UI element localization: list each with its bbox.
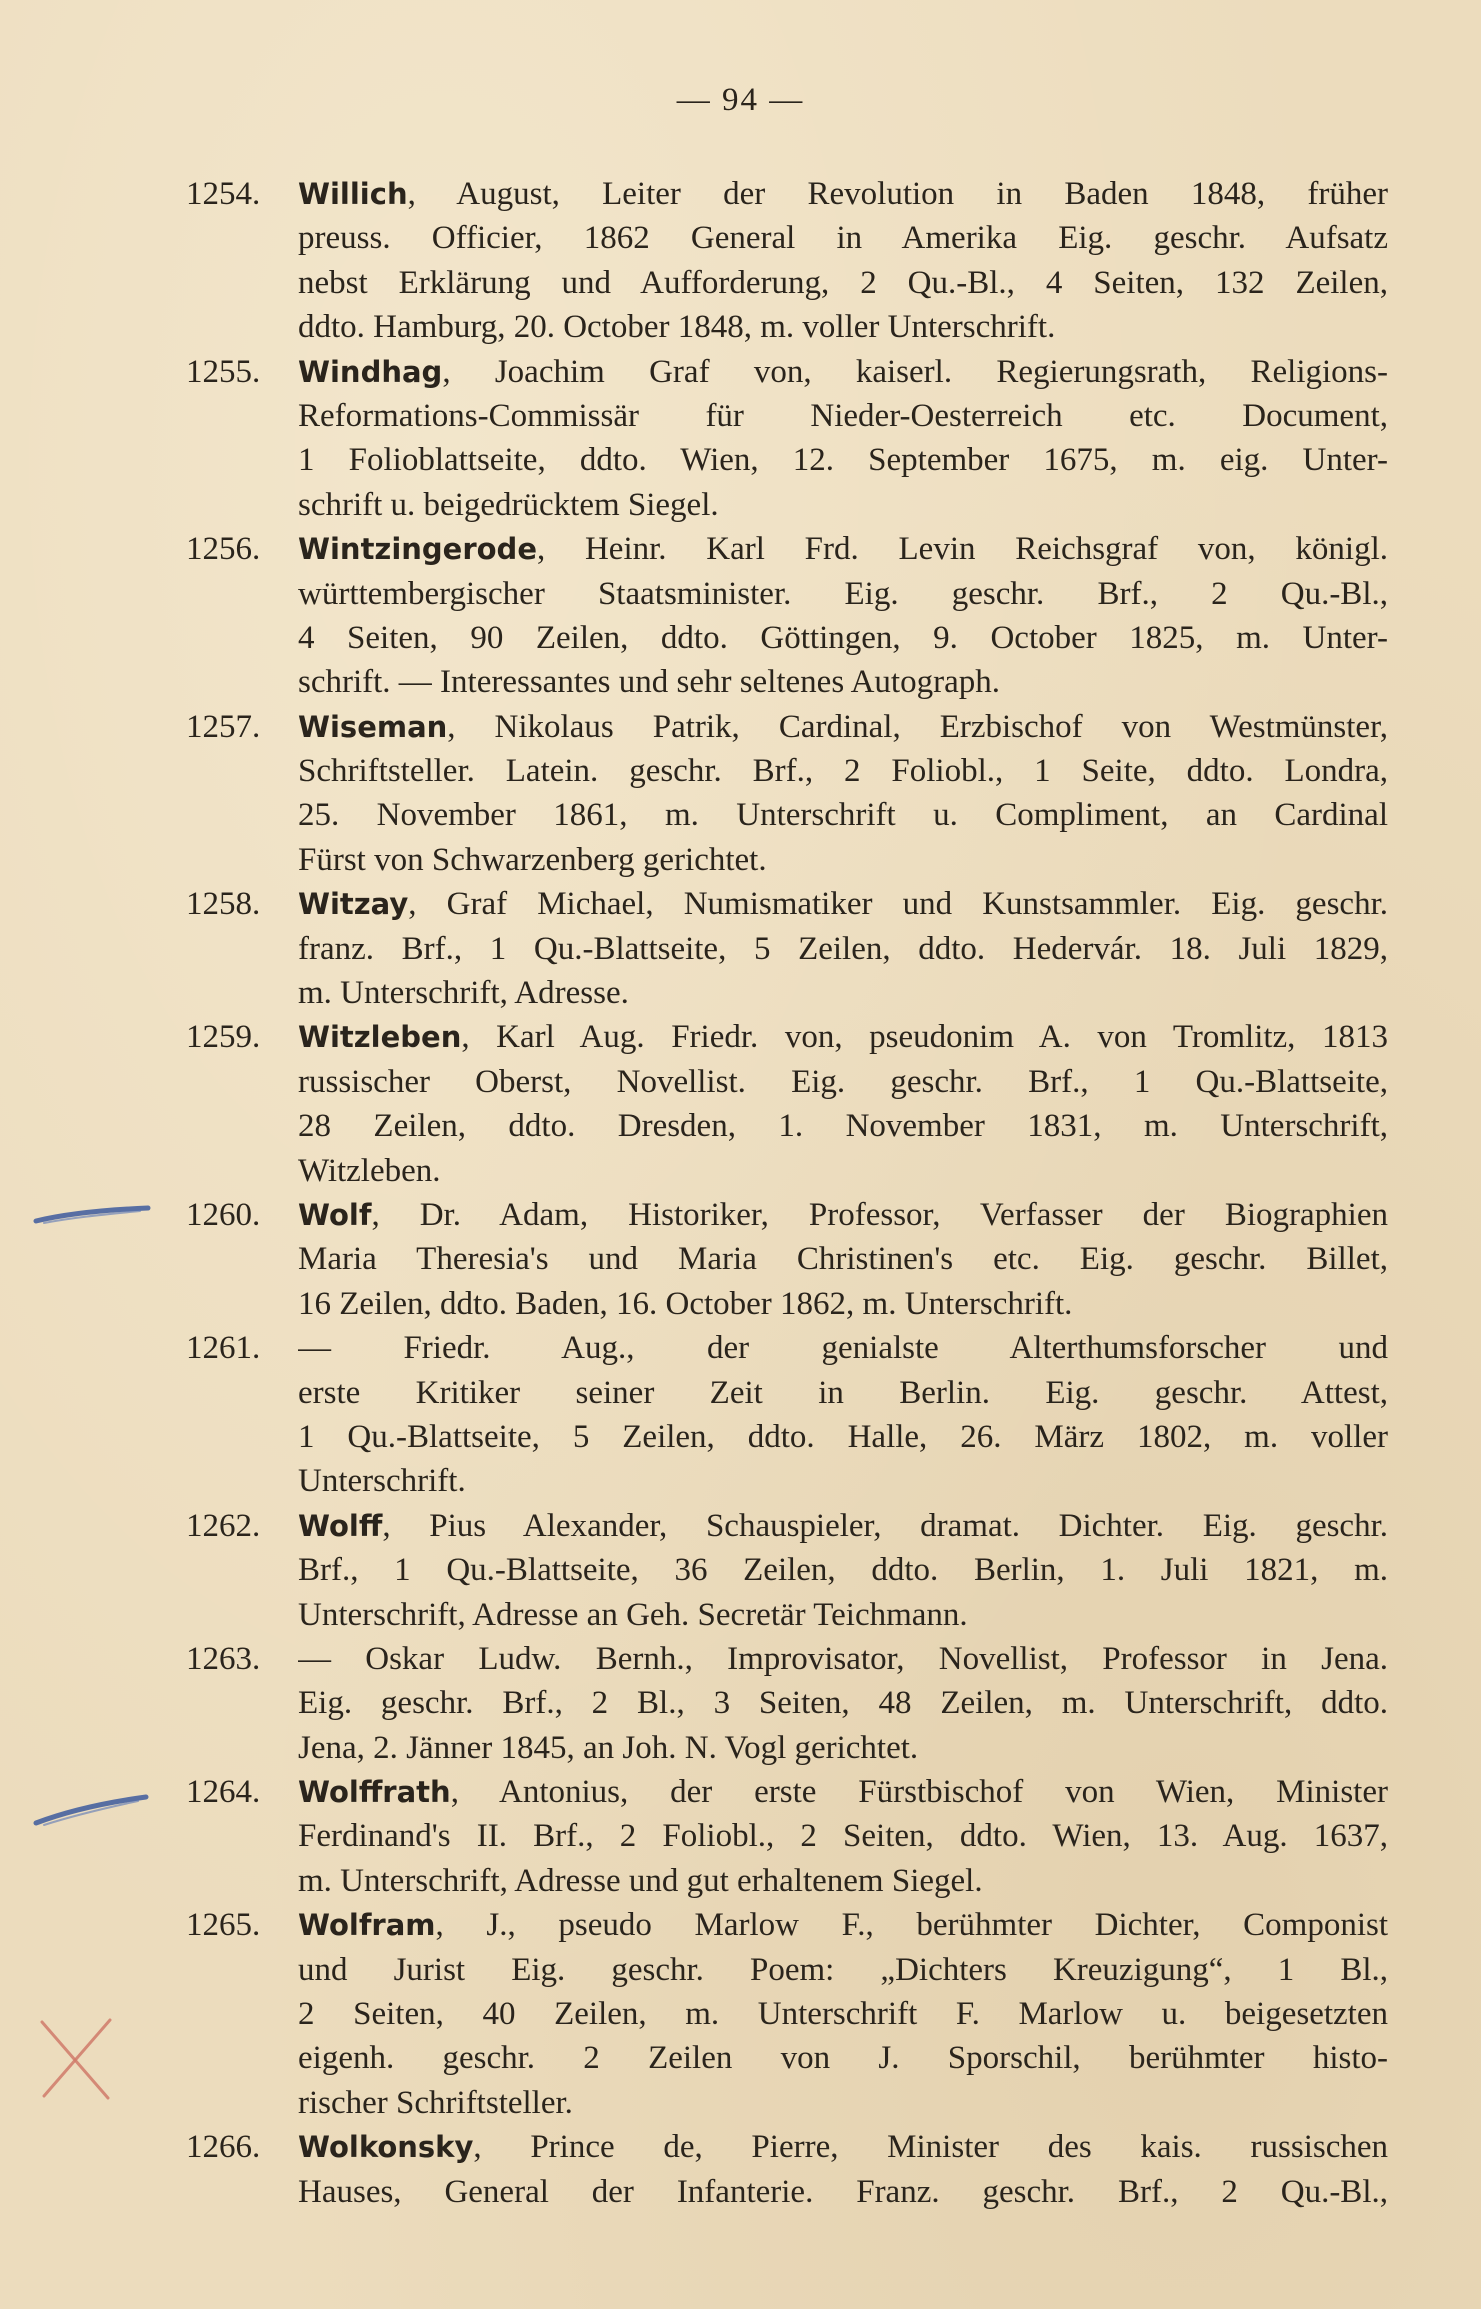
entry-line: und Jurist Eig. geschr. Poem: „Dichters Kreuzigung“, 1 Bl., bbox=[298, 1951, 1388, 1988]
entry-line bbox=[298, 705, 1388, 749]
entry-line: erste Kritiker seiner Zeit in Berlin. Eig. geschr. Attest, bbox=[298, 1374, 1388, 1411]
entry-line bbox=[298, 1015, 1388, 1059]
entry-text: , Dr. Adam, Historiker, Professor, Verfasser der Biographien bbox=[371, 1196, 1388, 1233]
catalog-entry-1265 bbox=[0, 1903, 1481, 2125]
entry-text: — Friedr. Aug., der genialste Alterthumsforscher und bbox=[298, 1330, 1388, 1367]
page-number: — 94 — bbox=[676, 82, 805, 118]
entry-line: m. Unterschrift, Adresse und gut erhaltenem Siegel. bbox=[298, 1862, 983, 1899]
entry-line: Schriftsteller. Latein. geschr. Brf., 2 Foliobl., 1 Seite, ddto. Londra, bbox=[298, 753, 1388, 790]
entry-list bbox=[0, 172, 1481, 2214]
entry-line: 1 Folioblattseite, ddto. Wien, 12. September 1675, m. eig. Unter- bbox=[298, 442, 1388, 479]
entry-name: Windhag bbox=[298, 354, 443, 389]
catalog-entry-1258 bbox=[0, 882, 1481, 1015]
entry-line: franz. Brf., 1 Qu.-Blattseite, 5 Zeilen, ddto. Hedervár. 18. Juli 1829, bbox=[298, 930, 1388, 967]
entry-line bbox=[298, 172, 1388, 216]
entry-line bbox=[298, 1770, 1388, 1814]
entry-text: , Graf Michael, Numismatiker und Kunstsammler. Eig. geschr. bbox=[408, 886, 1388, 923]
entry-line bbox=[298, 527, 1388, 571]
entry-number: 1257. bbox=[186, 708, 261, 745]
entry-text: , Antonius, der erste Fürstbischof von Wien, Minister bbox=[450, 1774, 1388, 1811]
entry-number: 1264. bbox=[186, 1774, 261, 1811]
entry-number: 1255. bbox=[186, 353, 261, 390]
entry-number: 1259. bbox=[186, 1019, 261, 1056]
entry-name: Witzleben bbox=[298, 1020, 462, 1055]
entry-line: württembergischer Staatsminister. Eig. geschr. Brf., 2 Qu.-Bl., bbox=[298, 575, 1388, 612]
catalog-entry-1259 bbox=[0, 1015, 1481, 1193]
entry-line bbox=[298, 1903, 1388, 1947]
entry-line: preuss. Officier, 1862 General in Amerika Eig. geschr. Aufsatz bbox=[298, 220, 1388, 257]
entry-line: Ferdinand's II. Brf., 2 Foliobl., 2 Seiten, ddto. Wien, 13. Aug. 1637, bbox=[298, 1818, 1388, 1855]
entry-text: — Oskar Ludw. Bernh., Improvisator, Novellist, Professor in Jena. bbox=[298, 1640, 1388, 1677]
entry-line: schrift u. beigedrücktem Siegel. bbox=[298, 486, 719, 523]
entry-line: m. Unterschrift, Adresse. bbox=[298, 975, 629, 1012]
catalog-entry-1261 bbox=[0, 1326, 1481, 1504]
entry-line: russischer Oberst, Novellist. Eig. geschr. Brf., 1 Qu.-Blattseite, bbox=[298, 1063, 1388, 1100]
catalog-entry-1257 bbox=[0, 705, 1481, 883]
entry-line: Jena, 2. Jänner 1845, an Joh. N. Vogl gerichtet. bbox=[298, 1729, 919, 1766]
entry-line bbox=[298, 1326, 1388, 1370]
entry-line bbox=[298, 1637, 1388, 1681]
entry-number: 1260. bbox=[186, 1196, 261, 1233]
entry-line: Unterschrift, Adresse an Geh. Secretär Teichmann. bbox=[298, 1596, 968, 1633]
entry-text: , J., pseudo Marlow F., berühmter Dichter, Componist bbox=[435, 1907, 1388, 1944]
entry-number: 1256. bbox=[186, 531, 261, 568]
entry-line: 16 Zeilen, ddto. Baden, 16. October 1862, m. Unterschrift. bbox=[298, 1285, 1073, 1322]
entry-line: Maria Theresia's und Maria Christinen's etc. Eig. geschr. Billet, bbox=[298, 1241, 1388, 1278]
entry-line: 1 Qu.-Blattseite, 5 Zeilen, ddto. Halle, 26. März 1802, m. voller bbox=[298, 1418, 1388, 1455]
catalog-entry-1260 bbox=[0, 1193, 1481, 1326]
entry-name: Wiseman bbox=[298, 709, 448, 744]
entry-text: , Prince de, Pierre, Minister des kais. russischen bbox=[473, 2129, 1388, 2166]
entry-line bbox=[298, 1193, 1388, 1237]
catalog-entry-1263 bbox=[0, 1637, 1481, 1770]
entry-line: 28 Zeilen, ddto. Dresden, 1. November 1831, m. Unterschrift, bbox=[298, 1108, 1388, 1145]
entry-line: ddto. Hamburg, 20. October 1848, m. voller Unterschrift. bbox=[298, 309, 1056, 346]
catalog-entry-1254 bbox=[0, 172, 1481, 350]
entry-line: Witzleben. bbox=[298, 1152, 441, 1189]
catalog-entry-1262 bbox=[0, 1504, 1481, 1637]
catalog-entry-1264 bbox=[0, 1770, 1481, 1903]
entry-name: Wolff bbox=[298, 1508, 383, 1543]
catalog-entry-1256 bbox=[0, 527, 1481, 705]
entry-name: Wolfram bbox=[298, 1908, 436, 1943]
entry-number: 1263. bbox=[186, 1640, 261, 1677]
entry-name: Wolffrath bbox=[298, 1775, 451, 1810]
entry-line: Reformations-Commissär für Nieder-Oesterreich etc. Document, bbox=[298, 397, 1388, 434]
entry-line: Hauses, General der Infanterie. Franz. geschr. Brf., 2 Qu.-Bl., bbox=[298, 2173, 1388, 2210]
entry-text: , Pius Alexander, Schauspieler, dramat. Dichter. Eig. geschr. bbox=[382, 1507, 1388, 1544]
entry-name: Wolkonsky bbox=[298, 2130, 474, 2165]
entry-line bbox=[298, 882, 1388, 926]
catalog-entry-1255 bbox=[0, 350, 1481, 528]
entry-line: Unterschrift. bbox=[298, 1463, 466, 1500]
entry-number: 1261. bbox=[186, 1330, 261, 1367]
entry-line bbox=[298, 1504, 1388, 1548]
entry-line: Eig. geschr. Brf., 2 Bl., 3 Seiten, 48 Zeilen, m. Unterschrift, ddto. bbox=[298, 1685, 1388, 1722]
entry-name: Willich bbox=[298, 177, 408, 211]
entry-text: , Nikolaus Patrik, Cardinal, Erzbischof von Westmünster, bbox=[447, 708, 1388, 745]
entry-number: 1265. bbox=[186, 1907, 261, 1944]
catalog-entry-1266 bbox=[0, 2125, 1481, 2214]
entry-number: 1258. bbox=[186, 886, 261, 923]
entry-line: nebst Erklärung und Aufforderung, 2 Qu.-Bl., 4 Seiten, 132 Zeilen, bbox=[298, 264, 1388, 301]
entry-name: Witzay bbox=[298, 887, 409, 922]
entry-text: , Karl Aug. Friedr. von, pseudonim A. von Tromlitz, 1813 bbox=[461, 1019, 1388, 1056]
entry-line: eigenh. geschr. 2 Zeilen von J. Sporschil, berühmter histo- bbox=[298, 2040, 1388, 2077]
entry-line bbox=[298, 350, 1388, 394]
entry-number: 1266. bbox=[186, 2129, 261, 2166]
entry-line: Brf., 1 Qu.-Blattseite, 36 Zeilen, ddto. Berlin, 1. Juli 1821, m. bbox=[298, 1552, 1388, 1589]
entry-line bbox=[298, 2125, 1388, 2169]
entry-line: schrift. — Interessantes und sehr seltenes Autograph. bbox=[298, 664, 1000, 701]
entry-name: Wintzingerode bbox=[298, 532, 537, 567]
entry-line: rischer Schriftsteller. bbox=[298, 2084, 573, 2121]
entry-line: Fürst von Schwarzenberg gerichtet. bbox=[298, 841, 767, 878]
entry-name: Wolf bbox=[298, 1197, 372, 1232]
entry-text: , Joachim Graf von, kaiserl. Regierungsrath, Religions- bbox=[442, 353, 1388, 390]
entry-number: 1262. bbox=[186, 1507, 261, 1544]
entry-text: , August, Leiter der Revolution in Baden 1848, früher bbox=[407, 176, 1388, 212]
entry-line: 25. November 1861, m. Unterschrift u. Compliment, an Cardinal bbox=[298, 797, 1388, 834]
entry-text: , Heinr. Karl Frd. Levin Reichsgraf von, königl. bbox=[536, 531, 1388, 568]
entry-line: 2 Seiten, 40 Zeilen, m. Unterschrift F. Marlow u. beigesetzten bbox=[298, 1996, 1388, 2033]
entry-number: 1254. bbox=[186, 176, 261, 212]
entry-line: 4 Seiten, 90 Zeilen, ddto. Göttingen, 9. October 1825, m. Unter- bbox=[298, 619, 1388, 656]
